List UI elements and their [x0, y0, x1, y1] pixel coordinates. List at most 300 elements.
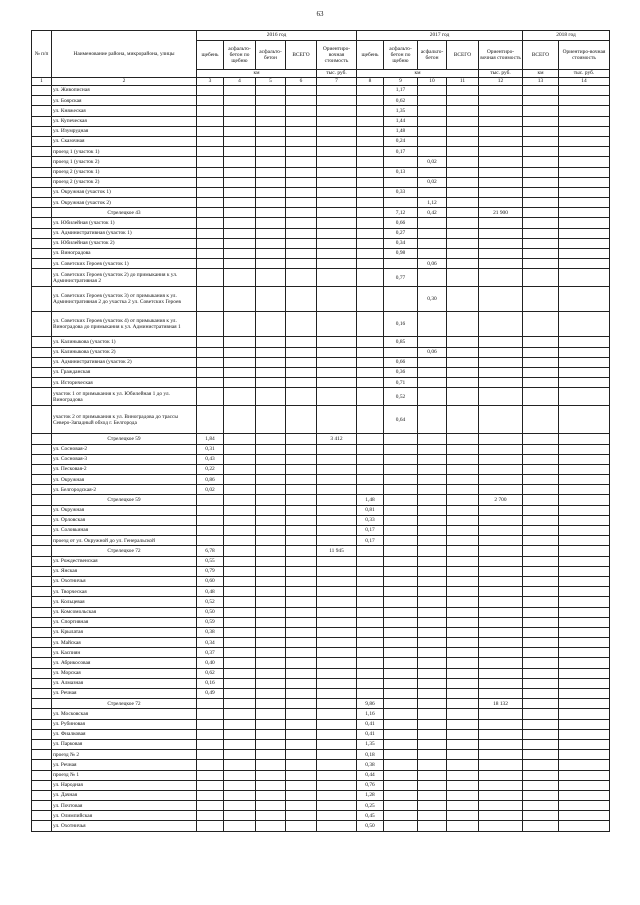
value-cell-col-10 [418, 485, 447, 495]
value-cell-col-4 [224, 668, 256, 678]
value-cell-col-13 [523, 136, 559, 146]
value-cell-col-6 [286, 790, 317, 800]
table-row [32, 780, 610, 790]
value-cell-col-4 [224, 147, 256, 157]
value-cell-col-9 [384, 287, 418, 312]
row-number-cell [32, 760, 52, 770]
value-cell-col-8 [357, 406, 384, 434]
value-cell-col-14 [559, 388, 610, 406]
value-cell-col-5 [256, 576, 286, 586]
value-cell-col-12 [479, 658, 523, 668]
unit-cell: км [523, 70, 559, 78]
value-cell-col-8: 0,50 [357, 821, 384, 831]
value-cell-col-7 [317, 337, 357, 347]
value-cell-col-10 [418, 750, 447, 760]
value-cell-col-12 [479, 617, 523, 627]
value-cell-col-13 [523, 249, 559, 259]
value-cell-col-8 [357, 198, 384, 208]
value-cell-col-8 [357, 337, 384, 347]
value-cell-col-3: 0,60 [197, 576, 224, 586]
value-cell-col-12 [479, 287, 523, 312]
value-cell-col-7 [317, 485, 357, 495]
table-body [32, 86, 610, 832]
value-cell-col-9 [384, 760, 418, 770]
value-cell-col-3 [197, 790, 224, 800]
value-cell-col-12 [479, 729, 523, 739]
street-name-cell: ул. Окружная [52, 475, 197, 485]
value-cell-col-14 [559, 627, 610, 637]
value-cell-col-7: 3 412 [317, 434, 357, 444]
value-cell-col-4 [224, 505, 256, 515]
table-row [32, 668, 610, 678]
table-row [32, 187, 610, 197]
street-name-cell: ул. Фиалковая [52, 729, 197, 739]
value-cell-col-11 [447, 780, 479, 790]
header-cell: асфальто-бетон по щебню [384, 41, 418, 70]
value-cell-col-3 [197, 147, 224, 157]
value-cell-col-4 [224, 228, 256, 238]
value-cell-col-13 [523, 126, 559, 136]
value-cell-col-11 [447, 454, 479, 464]
street-name-cell: ул. Советских Героев (участок 4) от примыкания к ул. Виноградова до примыкания к ул. Административная 1 [52, 312, 197, 337]
value-cell-col-7 [317, 228, 357, 238]
value-cell-col-10 [418, 167, 447, 177]
value-cell-col-3 [197, 811, 224, 821]
value-cell-col-3 [197, 699, 224, 709]
value-cell-col-12 [479, 678, 523, 688]
value-cell-col-9 [384, 739, 418, 749]
table-row [32, 689, 610, 699]
value-cell-col-8 [357, 607, 384, 617]
table-row [32, 312, 610, 337]
value-cell-col-3: 0,52 [197, 597, 224, 607]
value-cell-col-13 [523, 811, 559, 821]
street-name-cell: проезд 1 (участок 2) [52, 157, 197, 167]
value-cell-col-10: 0,30 [418, 287, 447, 312]
value-cell-col-12 [479, 719, 523, 729]
value-cell-col-4 [224, 167, 256, 177]
value-cell-col-4 [224, 406, 256, 434]
value-cell-col-6 [286, 337, 317, 347]
table-row [32, 218, 610, 228]
value-cell-col-12 [479, 780, 523, 790]
value-cell-col-9 [384, 678, 418, 688]
value-cell-col-10 [418, 218, 447, 228]
value-cell-col-11 [447, 770, 479, 780]
value-cell-col-12 [479, 198, 523, 208]
value-cell-col-8 [357, 238, 384, 248]
street-name-cell: ул. Боярская [52, 96, 197, 106]
value-cell-col-12 [479, 821, 523, 831]
value-cell-col-12 [479, 546, 523, 556]
value-cell-col-14 [559, 597, 610, 607]
value-cell-col-7 [317, 347, 357, 357]
value-cell-col-4 [224, 536, 256, 546]
value-cell-col-11 [447, 157, 479, 167]
value-cell-col-11 [447, 312, 479, 337]
col-number: 1 [32, 78, 52, 86]
value-cell-col-6 [286, 388, 317, 406]
value-cell-col-10 [418, 388, 447, 406]
value-cell-col-12 [479, 760, 523, 770]
value-cell-col-4 [224, 238, 256, 248]
value-cell-col-13 [523, 546, 559, 556]
value-cell-col-4 [224, 709, 256, 719]
value-cell-col-4 [224, 86, 256, 96]
col-number: 4 [224, 78, 256, 86]
value-cell-col-14 [559, 576, 610, 586]
value-cell-col-12 [479, 444, 523, 454]
value-cell-col-4 [224, 566, 256, 576]
header-cell: Ориентиро-вочная стоимость [559, 41, 610, 70]
street-name-cell: ул. Сказочная [52, 136, 197, 146]
value-cell-col-7: 11 945 [317, 546, 357, 556]
value-cell-col-7 [317, 505, 357, 515]
value-cell-col-10 [418, 464, 447, 474]
value-cell-col-4 [224, 770, 256, 780]
value-cell-col-8: 1,48 [357, 495, 384, 505]
col-number: 12 [479, 78, 523, 86]
value-cell-col-6 [286, 678, 317, 688]
value-cell-col-8 [357, 388, 384, 406]
value-cell-col-7 [317, 587, 357, 597]
value-cell-col-8: 0,41 [357, 729, 384, 739]
table-row [32, 259, 610, 269]
value-cell-col-11 [447, 536, 479, 546]
value-cell-col-8 [357, 617, 384, 627]
value-cell-col-14 [559, 96, 610, 106]
value-cell-col-5 [256, 790, 286, 800]
street-name-cell: Стрелецкое 59 [52, 434, 197, 444]
table-row [32, 136, 610, 146]
value-cell-col-4 [224, 218, 256, 228]
value-cell-col-14 [559, 658, 610, 668]
street-name-cell: ул. Янская [52, 566, 197, 576]
value-cell-col-10: 1,12 [418, 198, 447, 208]
row-number-cell [32, 337, 52, 347]
value-cell-col-7 [317, 678, 357, 688]
value-cell-col-11 [447, 821, 479, 831]
value-cell-col-7 [317, 566, 357, 576]
value-cell-col-13 [523, 157, 559, 167]
value-cell-col-8 [357, 187, 384, 197]
value-cell-col-10 [418, 739, 447, 749]
row-number-cell [32, 780, 52, 790]
value-cell-col-8: 1,35 [357, 739, 384, 749]
street-name-cell: ул. Московская [52, 709, 197, 719]
value-cell-col-13 [523, 177, 559, 187]
value-cell-col-3: 0,43 [197, 454, 224, 464]
value-cell-col-13 [523, 627, 559, 637]
value-cell-col-7 [317, 495, 357, 505]
value-cell-col-10 [418, 475, 447, 485]
value-cell-col-13 [523, 607, 559, 617]
value-cell-col-6 [286, 607, 317, 617]
value-cell-col-12: 2 700 [479, 495, 523, 505]
value-cell-col-3 [197, 238, 224, 248]
value-cell-col-6 [286, 312, 317, 337]
value-cell-col-4 [224, 750, 256, 760]
value-cell-col-3 [197, 228, 224, 238]
subtotal-row [32, 434, 610, 444]
value-cell-col-4 [224, 157, 256, 167]
table-row [32, 485, 610, 495]
value-cell-col-13 [523, 648, 559, 658]
row-number-cell [32, 566, 52, 576]
value-cell-col-13 [523, 587, 559, 597]
row-number-cell [32, 378, 52, 388]
unit-cell: тыс. руб. [317, 70, 357, 78]
value-cell-col-9 [384, 485, 418, 495]
table-row [32, 617, 610, 627]
value-cell-col-14 [559, 811, 610, 821]
value-cell-col-8 [357, 218, 384, 228]
value-cell-col-10 [418, 106, 447, 116]
row-number-cell [32, 750, 52, 760]
value-cell-col-6 [286, 116, 317, 126]
value-cell-col-5 [256, 444, 286, 454]
header-cell: щебень [197, 41, 224, 70]
street-name-cell: ул. Комсомольская [52, 607, 197, 617]
value-cell-col-6 [286, 454, 317, 464]
table-row [32, 444, 610, 454]
value-cell-col-10 [418, 801, 447, 811]
value-cell-col-14 [559, 556, 610, 566]
value-cell-col-5 [256, 475, 286, 485]
value-cell-col-13 [523, 434, 559, 444]
value-cell-col-13 [523, 566, 559, 576]
value-cell-col-8 [357, 136, 384, 146]
value-cell-col-4 [224, 454, 256, 464]
value-cell-col-4 [224, 444, 256, 454]
street-name-cell: ул. Народная [52, 780, 197, 790]
value-cell-col-12 [479, 177, 523, 187]
street-name-cell: ул. Калиныкова (участок 2) [52, 347, 197, 357]
value-cell-col-12 [479, 86, 523, 96]
value-cell-col-9 [384, 638, 418, 648]
value-cell-col-12: 18 132 [479, 699, 523, 709]
value-cell-col-10 [418, 668, 447, 678]
value-cell-col-7 [317, 454, 357, 464]
value-cell-col-11 [447, 587, 479, 597]
value-cell-col-6 [286, 464, 317, 474]
value-cell-col-6 [286, 699, 317, 709]
value-cell-col-10 [418, 790, 447, 800]
value-cell-col-7 [317, 729, 357, 739]
value-cell-col-10 [418, 536, 447, 546]
value-cell-col-12 [479, 347, 523, 357]
table-row [32, 238, 610, 248]
value-cell-col-12 [479, 566, 523, 576]
value-cell-col-6 [286, 218, 317, 228]
row-number-cell [32, 444, 52, 454]
header-cell: ВСЕГО [523, 41, 559, 70]
street-name-cell: ул. Административная (участок 1) [52, 228, 197, 238]
value-cell-col-4 [224, 546, 256, 556]
street-name-cell: ул. Песковая-2 [52, 464, 197, 474]
value-cell-col-6 [286, 406, 317, 434]
street-name-cell: ул. Творческая [52, 587, 197, 597]
value-cell-col-13 [523, 780, 559, 790]
value-cell-col-11 [447, 347, 479, 357]
value-cell-col-14 [559, 238, 610, 248]
row-number-cell [32, 287, 52, 312]
value-cell-col-12 [479, 337, 523, 347]
value-cell-col-6 [286, 136, 317, 146]
value-cell-col-4 [224, 556, 256, 566]
value-cell-col-5 [256, 750, 286, 760]
value-cell-col-8 [357, 546, 384, 556]
table-row [32, 388, 610, 406]
value-cell-col-8 [357, 648, 384, 658]
street-name-cell: ул. Крылатая [52, 627, 197, 637]
value-cell-col-4 [224, 367, 256, 377]
value-cell-col-12 [479, 454, 523, 464]
value-cell-col-14 [559, 198, 610, 208]
value-cell-col-8 [357, 378, 384, 388]
value-cell-col-12 [479, 668, 523, 678]
unit-cell: км [357, 70, 479, 78]
row-number-cell [32, 811, 52, 821]
subtotal-row [32, 495, 610, 505]
col-number: 6 [286, 78, 317, 86]
value-cell-col-7 [317, 719, 357, 729]
street-name-cell: ул. Почтовая [52, 801, 197, 811]
value-cell-col-11 [447, 526, 479, 536]
value-cell-col-11 [447, 198, 479, 208]
value-cell-col-5 [256, 367, 286, 377]
value-cell-col-5 [256, 495, 286, 505]
value-cell-col-10 [418, 495, 447, 505]
value-cell-col-11 [447, 106, 479, 116]
value-cell-col-12 [479, 475, 523, 485]
value-cell-col-3 [197, 96, 224, 106]
table-row [32, 378, 610, 388]
value-cell-col-14 [559, 177, 610, 187]
value-cell-col-7 [317, 86, 357, 96]
value-cell-col-4 [224, 607, 256, 617]
value-cell-col-12 [479, 627, 523, 637]
value-cell-col-12 [479, 770, 523, 780]
value-cell-col-14 [559, 648, 610, 658]
value-cell-col-3: 0,79 [197, 566, 224, 576]
value-cell-col-10 [418, 147, 447, 157]
table-row [32, 648, 610, 658]
header-year-2016: 2016 год [197, 31, 357, 41]
value-cell-col-3 [197, 157, 224, 167]
value-cell-col-13 [523, 576, 559, 586]
value-cell-col-10: 0,02 [418, 157, 447, 167]
value-cell-col-7 [317, 106, 357, 116]
value-cell-col-7 [317, 208, 357, 218]
value-cell-col-7 [317, 648, 357, 658]
value-cell-col-8 [357, 576, 384, 586]
value-cell-col-10 [418, 627, 447, 637]
value-cell-col-14 [559, 780, 610, 790]
page-number: 63 [316, 10, 324, 18]
value-cell-col-10 [418, 367, 447, 377]
value-cell-col-7 [317, 668, 357, 678]
table-row [32, 566, 610, 576]
value-cell-col-12 [479, 249, 523, 259]
value-cell-col-12 [479, 587, 523, 597]
value-cell-col-4 [224, 287, 256, 312]
value-cell-col-12 [479, 218, 523, 228]
value-cell-col-4 [224, 187, 256, 197]
value-cell-col-12 [479, 607, 523, 617]
table-row [32, 607, 610, 617]
value-cell-col-11 [447, 218, 479, 228]
value-cell-col-5 [256, 337, 286, 347]
value-cell-col-6 [286, 597, 317, 607]
value-cell-col-7 [317, 475, 357, 485]
value-cell-col-13 [523, 312, 559, 337]
value-cell-col-5 [256, 485, 286, 495]
value-cell-col-11 [447, 208, 479, 218]
table-row [32, 750, 610, 760]
street-name-cell: участок 1 от примыкания к ул. Юбилейная 1 до ул. Виноградова [52, 388, 197, 406]
value-cell-col-9 [384, 780, 418, 790]
row-number-cell [32, 187, 52, 197]
value-cell-col-5 [256, 689, 286, 699]
value-cell-col-3 [197, 208, 224, 218]
value-cell-col-10 [418, 357, 447, 367]
value-cell-col-11 [447, 699, 479, 709]
value-cell-col-8: 1,16 [357, 709, 384, 719]
table-row [32, 367, 610, 377]
value-cell-col-8 [357, 367, 384, 377]
street-name-cell: ул. Охотничья [52, 821, 197, 831]
table-row [32, 627, 610, 637]
value-cell-col-3: 0,48 [197, 587, 224, 597]
street-name-cell: ул. Административная (участок 2) [52, 357, 197, 367]
street-name-cell: проезд 2 (участок 1) [52, 167, 197, 177]
value-cell-col-4 [224, 699, 256, 709]
value-cell-col-11 [447, 811, 479, 821]
value-cell-col-10 [418, 337, 447, 347]
row-number-cell [32, 576, 52, 586]
header-cell: асфальто-бетон по щебню [224, 41, 256, 70]
value-cell-col-7 [317, 259, 357, 269]
value-cell-col-4 [224, 801, 256, 811]
value-cell-col-9 [384, 801, 418, 811]
value-cell-col-6 [286, 208, 317, 218]
street-name-cell: Стрелецкое 72 [52, 699, 197, 709]
value-cell-col-6 [286, 821, 317, 831]
value-cell-col-10 [418, 597, 447, 607]
value-cell-col-14 [559, 566, 610, 576]
value-cell-col-4 [224, 434, 256, 444]
value-cell-col-8 [357, 444, 384, 454]
value-cell-col-9 [384, 515, 418, 525]
street-name-cell: ул. Сосновая-3 [52, 454, 197, 464]
value-cell-col-6 [286, 526, 317, 536]
value-cell-col-6 [286, 157, 317, 167]
value-cell-col-7 [317, 406, 357, 434]
street-name-cell: ул. Живописная [52, 86, 197, 96]
value-cell-col-9: 0,17 [384, 147, 418, 157]
table-row [32, 454, 610, 464]
value-cell-col-13 [523, 556, 559, 566]
value-cell-col-4 [224, 821, 256, 831]
value-cell-col-5 [256, 218, 286, 228]
value-cell-col-11 [447, 388, 479, 406]
value-cell-col-7 [317, 526, 357, 536]
value-cell-col-4 [224, 739, 256, 749]
value-cell-col-5 [256, 526, 286, 536]
value-cell-col-3 [197, 167, 224, 177]
value-cell-col-12 [479, 378, 523, 388]
